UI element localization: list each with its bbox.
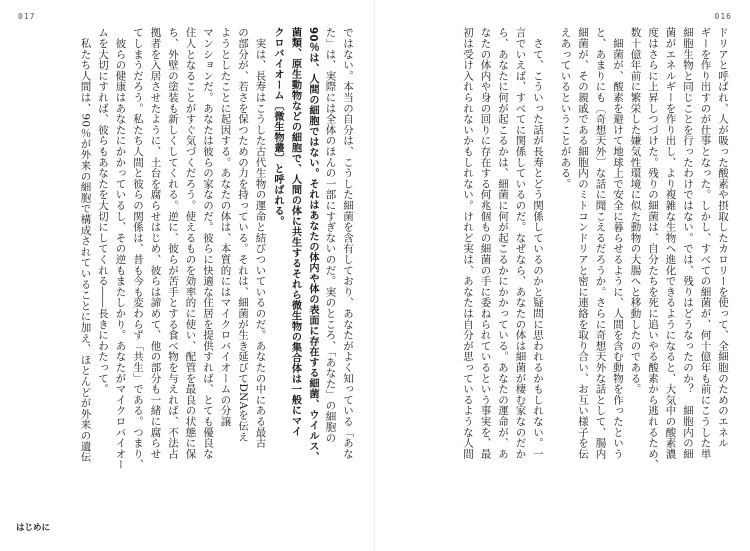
text-line: ではない。本当の自分は、こうした細菌を含有しており、あなたがよく知っている「あな (342, 27, 354, 459)
text-line: 初は受け入れられないかもしれない。けれど実は、あなたは自分が思っているような人間 (462, 27, 474, 459)
text-line: 度はさらに上昇しつづけた。残りの細菌は、自分たちを死に追いやる酸素から逃れるため、 (647, 27, 659, 470)
text-line: ムを大切にすれば、彼らもあなたを大切にしてくれる――長きにわたって。 (97, 27, 109, 395)
emphasis-line: 90％は、人間の細胞ではない。それはあなたの体内や体の表面に存在する細菌、ウイルス、 (307, 27, 318, 462)
section-title: はじめに (16, 523, 51, 533)
text-line: 細胞生物と同じことを行ったわけではない。では、残りはどうなったのか？ 細胞内の細 (682, 27, 694, 459)
gutter (374, 0, 375, 551)
text-line: 彼らの健康はあなたにかかっているし、その逆もまたしかり。あなたがマイクロバイオー (114, 27, 127, 470)
right-page-text (396, 27, 731, 517)
text-line: と、あまりにも〔奇想天外〕な話に聞こえるだろうか。さらに奇想天外な話として、腸内 (594, 27, 607, 459)
left-page-text (16, 27, 356, 517)
text-line: 細菌が、酸素を避けて地球上で安全に暮らせるように、人間を含む動物を作ったという (612, 27, 624, 459)
text-line: なたの体内や身の回りに存在する何兆個もの細菌の手に委ねられているという事実を、最 (479, 27, 492, 459)
text-line: てしまうだろう。私たち人間と彼らの関係は、昔も今も変わらず「共生」である。つまり、 (132, 27, 144, 470)
text-line: ようとしたことに起因する。あなたの体は、本質的にはマイクロバイオームの分譲 (219, 27, 232, 427)
text-line: ドリアと呼ばれ、人が吸った酸素や摂取したカロリーを使って、全細胞のためのエネル (717, 27, 729, 449)
text-line: 細菌が、その親戚である細胞内のミトコンドリアと密に連絡を取り合い、お互い様子を伝 (577, 27, 589, 459)
page-number-left: 017 (18, 12, 36, 21)
paragraph-gap (546, 27, 556, 517)
text-line: ら、あなたに何が起こるかは、細菌に何が起こるかにかかっている。あなたの運命が、あ (497, 27, 509, 459)
text-line: 言でいえば、すべてに関係しているのだ。なぜなら、あなたの体は細菌が棲む家なのだか (514, 27, 527, 459)
text-line: ギーを作り出すのが仕事となった。しかし、すべての細菌が、何十億年も前にこうした単 (699, 27, 712, 459)
emphasis-line: クロバイオーム〔微生物叢〕と呼ばれる。 (272, 27, 283, 227)
text-line: 拠者を入居させたように、土台を腐らせはじめ、彼らは諦めて、他の部分も一緒に腐らせ (149, 27, 162, 459)
text-line: 私たち人間は、90％が外来の細胞で構成されていることに加え、ほとんどが外来の遺伝 (79, 27, 92, 463)
text-line: マンションだ。あなたは彼らの家なのだ。彼らに快適な住居を提供すれば、とても優良な (202, 27, 214, 459)
text-line: 実は、長寿はこうした古代生物の運命と結びついているのだ。あなたの中にある最古 (254, 27, 267, 449)
text-line: た」は、実際には全体のほんの一部にすぎないのだ。実のところ、「あなた」の細胞の (324, 27, 337, 443)
text-line: の部分が、若さを保つための力を持っている。それは、細菌が生き延びてDNAを伝え (237, 27, 249, 442)
text-line: 数十億年前に繁栄した嫌気性環境に似た動物の大腸へと移動したのである。 (629, 27, 642, 395)
text-line: 住人となることがすぐ気づくだろう。使えるものを効率的に使い、配管を最良の状態に保 (184, 27, 197, 459)
text-line: さて、こういった話が長寿とどう関係しているのかと疑問に思われるかもしれない。一 (532, 27, 544, 459)
text-line: ち、外壁の塗装も新しくしてくれる。逆に、彼らが苦手とする食べ物を与えれば、不法占 (167, 27, 179, 459)
text-line: えあっているということがある。 (559, 27, 572, 189)
page-number-right: 016 (714, 12, 732, 21)
text-line: 菌がエネルギーを作り出し、より複雑な生物へ進化できるようになると、大気中の酸素濃 (664, 27, 677, 459)
emphasis-line: 菌類、原生動物などの細胞で、人間の体に共生するそれら微生物の集合体は一般にマイ (289, 27, 301, 437)
